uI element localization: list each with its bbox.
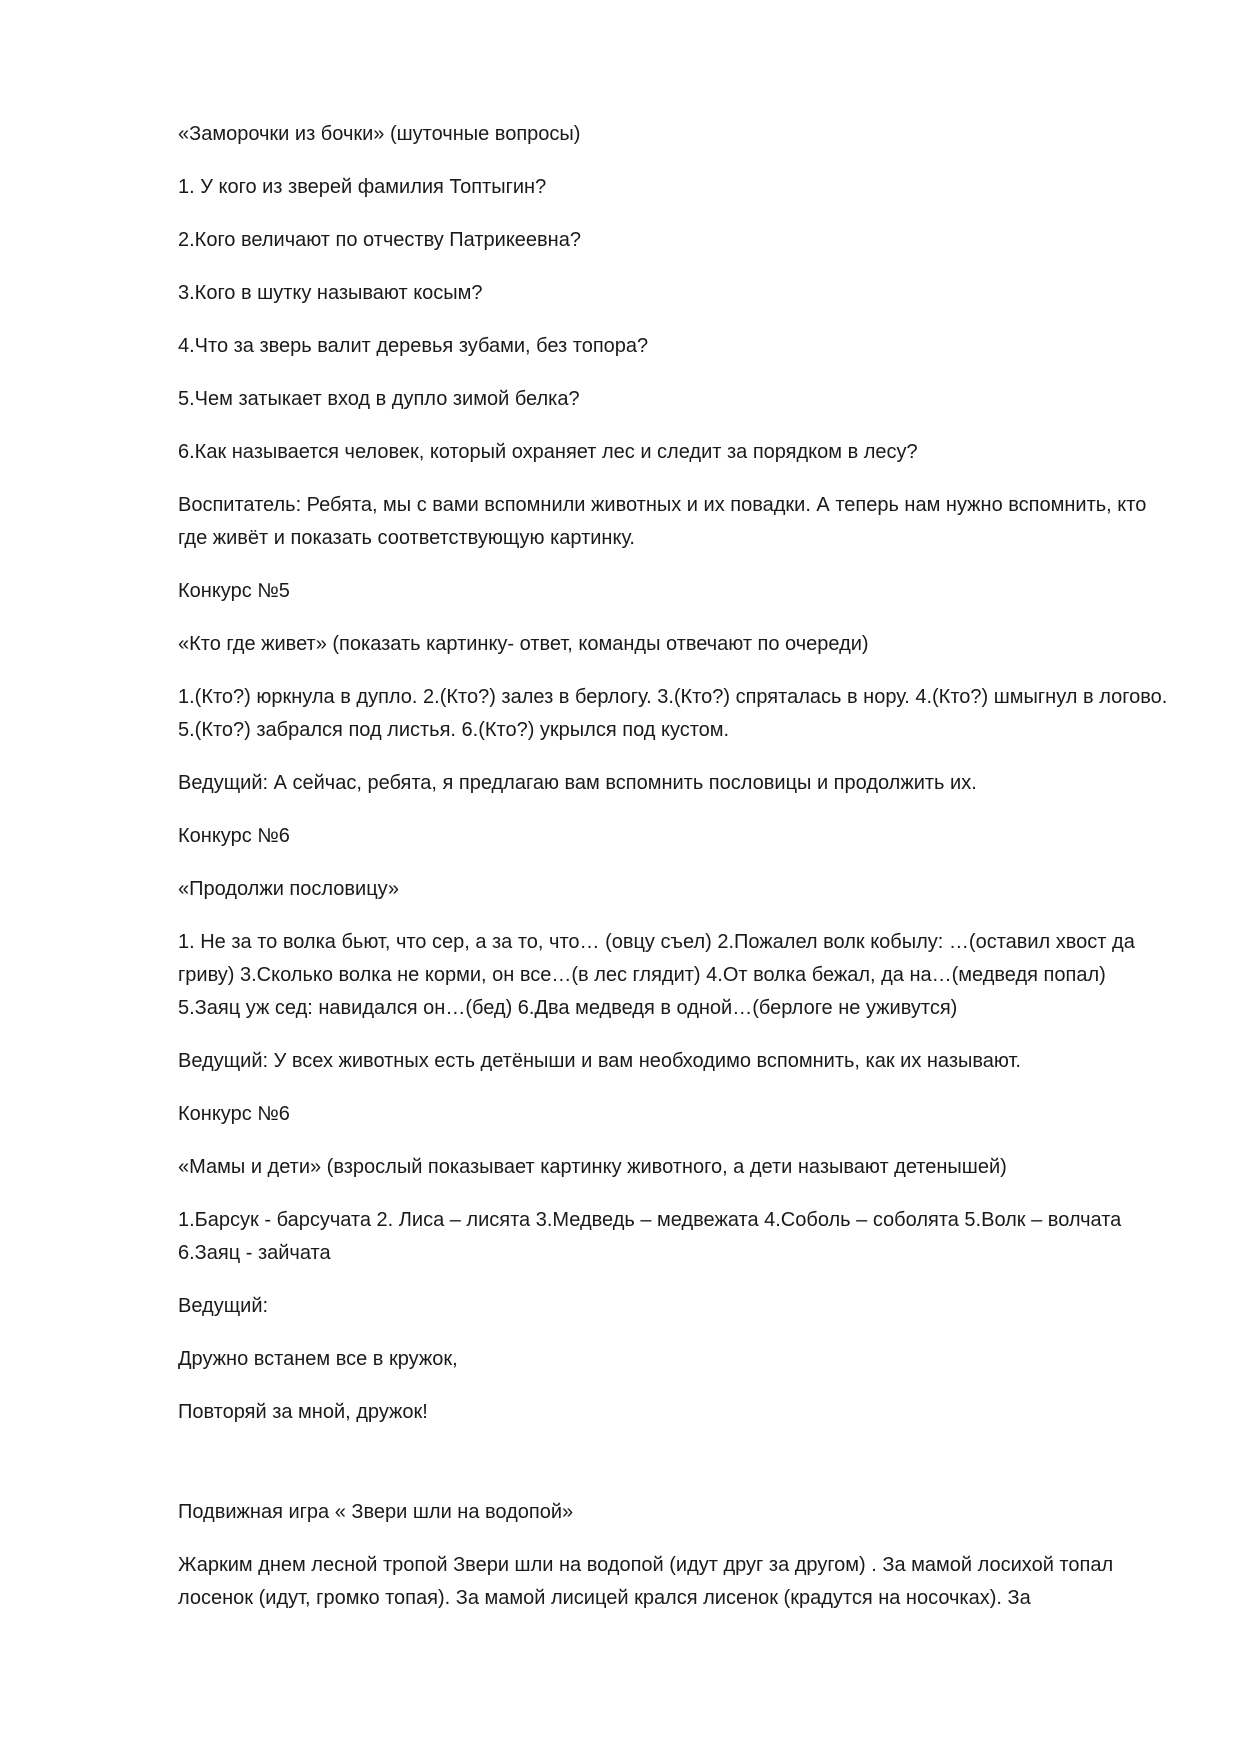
question-2: 2.Кого величают по отчеству Патрикеевна?	[178, 229, 581, 251]
contest-5-items: 1.(Кто?) юркнула в дупло. 2.(Кто?) залез в берлогу. 3.(Кто?) спряталась в нору. 4.(Кто?) шмыгнул в логово. 5.(Кто?) забрался под листья. 6.(Кто?) укрылся под кустом.	[178, 686, 1168, 741]
contest-5-title: «Кто где живет» (показать картинку- ответ, команды отвечают по очереди)	[178, 633, 869, 655]
contest-6-title: «Продолжи пословицу»	[178, 878, 400, 900]
question-5: 5.Чем затыкает вход в дупло зимой белка?	[178, 388, 580, 410]
question-6: 6.Как называется человек, который охраняет лес и следит за порядком в лесу?	[178, 441, 918, 463]
quiz-title: «Заморочки из бочки» (шуточные вопросы)	[178, 123, 581, 145]
verse-line-1: Дружно встанем все в кружок,	[178, 1348, 458, 1370]
host-remark-proverbs: Ведущий: А сейчас, ребята, я предлагаю вам вспомнить пословицы и продолжить их.	[178, 772, 977, 794]
proverbs-list: 1. Не за то волка бьют, что сер, а за то, что… (овцу съел) 2.Пожалел волк кобылу: …(оставил хвост да гриву) 3.Сколько волка не корми, он все…(в лес глядит) 4.От волка бежал, да на…(медведя попал) 5.Заяц уж сед: навидался он…(бед) 6.Два медведя в одной…(берлоге не уживутся)	[178, 931, 1135, 1019]
contest-5-heading: Конкурс №5	[178, 580, 290, 602]
contest-6-heading: Конкурс №6	[178, 825, 290, 847]
contest-6b-heading: Конкурс №6	[178, 1103, 290, 1125]
game-description: Жарким днем лесной тропой Звери шли на водопой (идут друг за другом) . За мамой лосихой топал лосенок (идут, громко топая). За мамой лисицей крался лисенок (крадутся на носочках). За	[178, 1554, 1114, 1609]
host-label: Ведущий:	[178, 1295, 269, 1317]
document-body	[178, 118, 1168, 1635]
contest-6b-title: «Мамы и дети» (взрослый показывает картинку животного, а дети называют детенышей)	[178, 1156, 1007, 1178]
question-4: 4.Что за зверь валит деревья зубами, без топора?	[178, 335, 649, 357]
game-title: Подвижная игра « Звери шли на водопой»	[178, 1501, 574, 1523]
question-1: 1. У кого из зверей фамилия Топтыгин?	[178, 176, 547, 198]
verse-line-2: Повторяй за мной, дружок!	[178, 1401, 428, 1423]
animal-babies-list: 1.Барсук - барсучата 2. Лиса – лисята 3.Медведь – медвежата 4.Соболь – соболята 5.Волк – волчата 6.Заяц - зайчата	[178, 1209, 1122, 1264]
teacher-remark: Воспитатель: Ребята, мы с вами вспомнили животных и их повадки. А теперь нам нужно вспомнить, кто где живёт и показать соответствующую картинку.	[178, 494, 1147, 549]
question-3: 3.Кого в шутку называют косым?	[178, 282, 483, 304]
host-remark-babies: Ведущий: У всех животных есть детёныши и вам необходимо вспомнить, как их называют.	[178, 1050, 1021, 1072]
